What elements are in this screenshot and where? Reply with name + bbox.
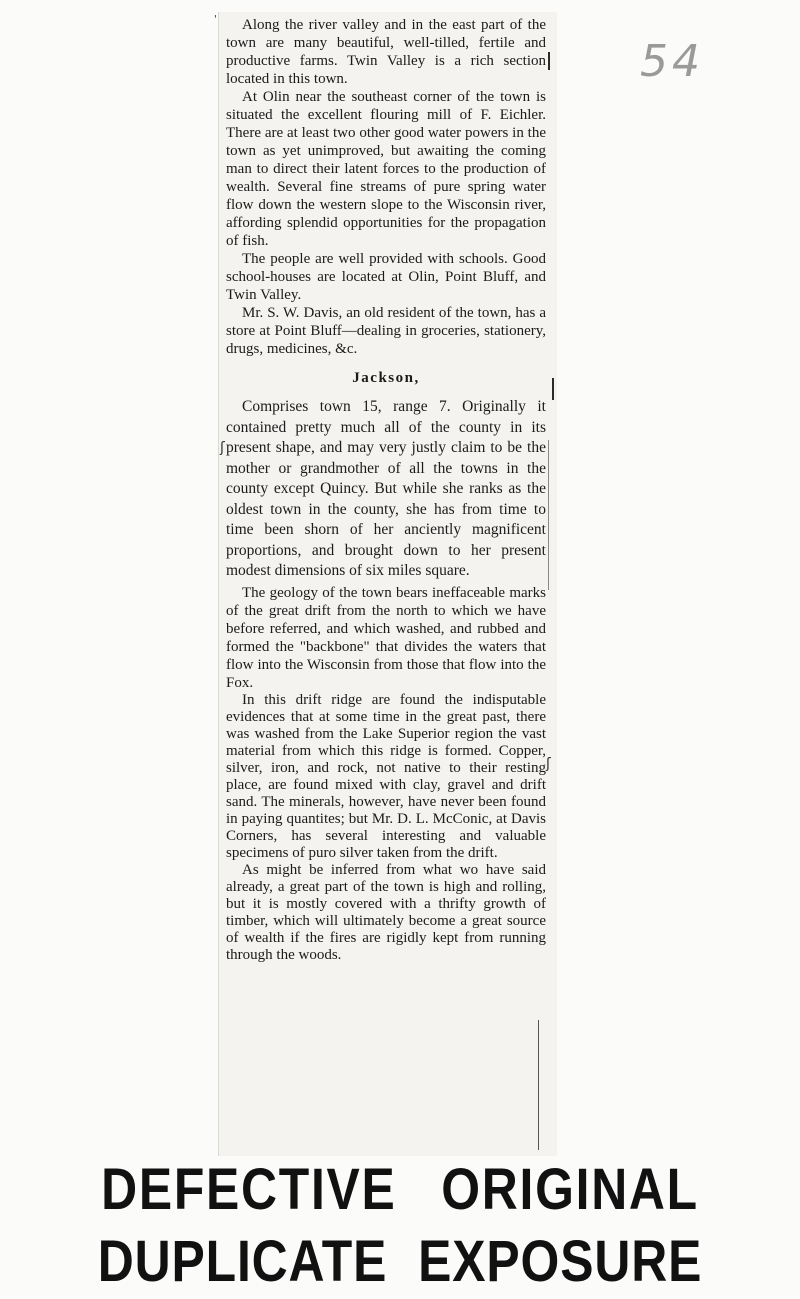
stamp-word: ORIGINAL (441, 1157, 699, 1222)
article-paragraph: As might be inferred from what wo have said already, a great part of the town is high and rolling, but it is mostly covered with a thrifty growth of timber, which will ultimately become a great source of wealth if the fires are rigidly kept from running through the woods. (226, 861, 546, 963)
section-heading: Jackson, (352, 370, 420, 386)
scan-artifact: ʃ (546, 756, 551, 772)
stamp-word: DUPLICATE (97, 1229, 388, 1294)
article-paragraph: In this drift ridge are found the indisputable evidences that at some time in the great past, there was washed from the Lake Superior region the vast material from which this ridge is formed. Copper, silver, iron, and rock, not native to their resting place, are found mixed with clay, gravel and drift sand. The minerals, however, have never been found in paying quantites; but Mr. D. L. McConic, at Davis Corners, has several interesting and valuable specimens of puro silver taken from the drift. (226, 691, 546, 861)
stamp-word: DEFECTIVE (101, 1157, 397, 1222)
article-paragraph: The geology of the town bears ineffaceable marks of the great drift from the north to which we have before referred, and which washed, and rubbed and formed the "backbone" that divides the waters that flow into the Wisconsin from those that flow into the Fox. (226, 584, 546, 691)
stamp-word: EXPOSURE (418, 1229, 703, 1294)
page-number: 54 (640, 36, 704, 87)
article-paragraph: Comprises town 15, range 7. Originally it contained pretty much all of the county in its present shape, and may very justly claim to be the mother or grandmother of all the towns in the county except Quincy. But while she ranks as the oldest town in the county, she has from time to time been shorn of her anciently magnificent proportions, and brought down to her present modest dimensions of six miles square. (226, 398, 546, 579)
scan-artifact (548, 52, 550, 70)
scan-artifact (538, 1020, 539, 1150)
scan-artifact: ʃ (220, 440, 225, 456)
scan-artifact (548, 440, 549, 590)
defective-original-stamp (56, 1156, 744, 1223)
article-paragraph: At Olin near the southeast corner of the town is situated the excellent flouring mill of F. Eichler. There are at least two other good water powers in the town as yet unimproved, but awaiting the coming man to direct their latent forces to the production of wealth. Several fine streams of pure spring water flow down the western slope to the Wisconsin river, affording splendid opportunities for the propagation of fish. (226, 89, 546, 249)
article-paragraph: The people are well provided with schools. Good school-houses are located at Olin, Point Bluff, and Twin Valley. (226, 251, 546, 303)
duplicate-exposure-stamp (56, 1228, 744, 1295)
article-paragraph: Mr. S. W. Davis, an old resident of the town, has a store at Point Bluff—dealing in groceries, stationery, drugs, medicines, &c. (226, 305, 546, 357)
article-column (226, 16, 546, 964)
article-paragraph: Along the river valley and in the east part of the town are many beautiful, well-tilled, fertile and productive farms. Twin Valley is a rich section located in this town. (226, 17, 546, 87)
scan-artifact: ' (214, 14, 217, 25)
scan-artifact (552, 378, 554, 400)
